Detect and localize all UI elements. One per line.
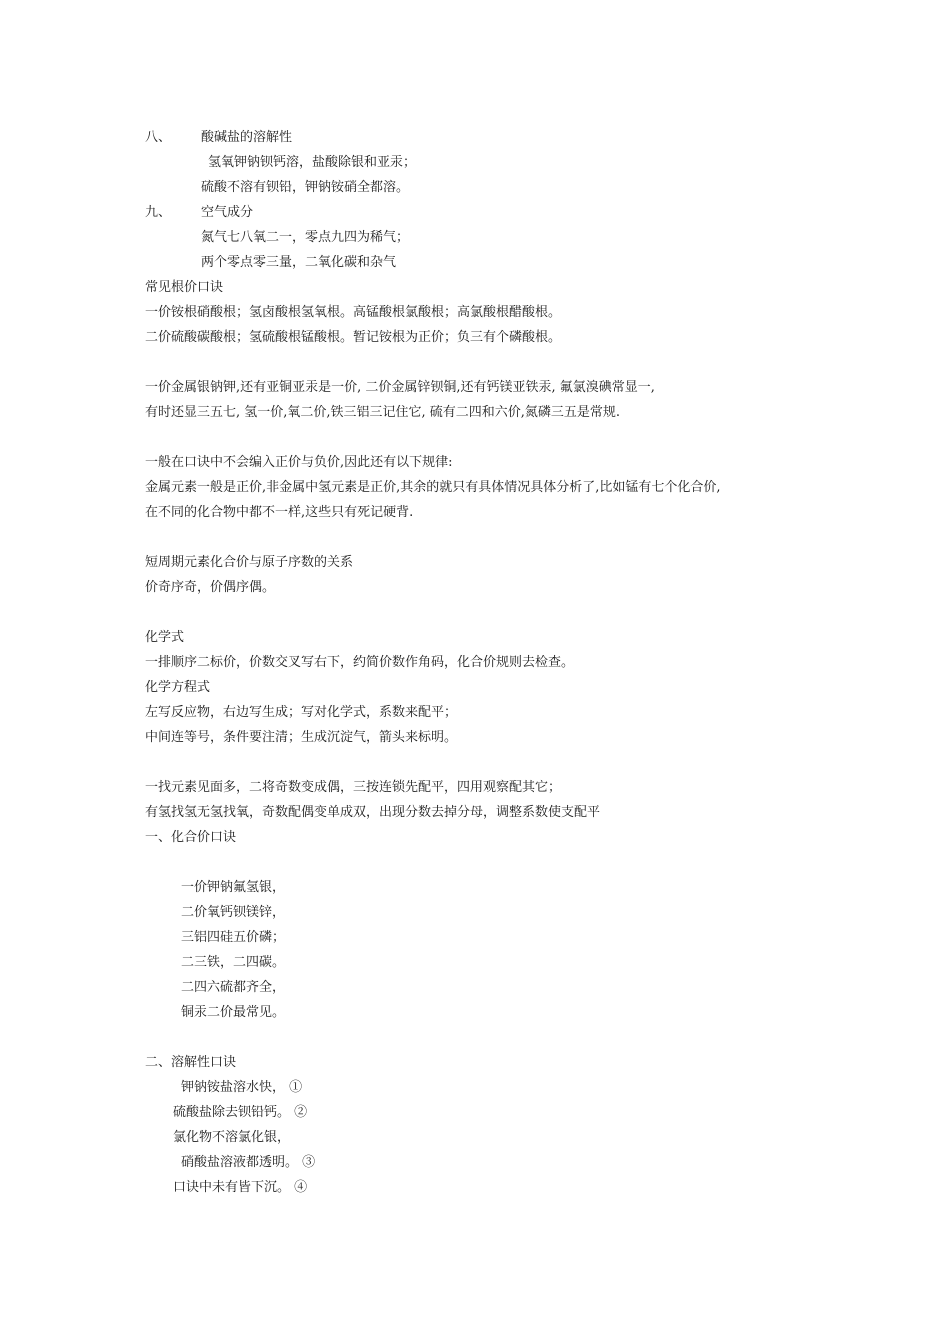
section-heading: 常见根价口诀	[145, 280, 224, 295]
text-line: 一价铵根硝酸根；氢卤酸根氢氧根。高锰酸根氯酸根；高氯酸根醋酸根。	[145, 305, 562, 320]
section-heading: 二、溶解性口诀	[145, 1055, 237, 1070]
section-heading: 酸碱盐的溶解性	[201, 130, 293, 145]
text-line: 一价金属银钠钾,还有亚铜亚汞是一价, 二价金属锌钡铜,还有钙镁亚铁汞, 氟氯溴碘常显一,	[145, 380, 655, 395]
text-line: 中间连等号，条件要注清；生成沉淀气，箭头来标明。	[145, 730, 458, 745]
text-line: 一找元素见面多，二将奇数变成偶，三按连锁先配平，四用观察配其它；	[145, 780, 562, 795]
text-line: 二价氧钙钡镁锌，	[181, 905, 286, 920]
text-line: 口诀中未有皆下沉。 ④	[173, 1180, 308, 1195]
section-number: 八、	[145, 130, 172, 145]
section-heading: 化学方程式	[145, 680, 211, 695]
text-line: 二三铁，二四碳。	[181, 955, 286, 970]
text-line: 一排顺序二标价，价数交叉写右下，约简价数作角码，化合价规则去检查。	[145, 655, 575, 670]
text-line: 三铝四硅五价磷；	[181, 930, 286, 945]
text-line: 二价硫酸碳酸根；氢硫酸根锰酸根。暂记铵根为正价；负三有个磷酸根。	[145, 330, 562, 345]
section-number: 九、	[145, 205, 172, 220]
text-line: 左写反应物，右边写生成；写对化学式，系数来配平；	[145, 705, 458, 720]
section-heading: 空气成分	[201, 205, 254, 220]
text-line: 氯化物不溶氯化银，	[173, 1130, 291, 1145]
text-line: 硫酸不溶有钡铅，钾钠铵硝全都溶。	[201, 180, 410, 195]
text-line: 氮气七八氧二一，零点九四为稀气；	[201, 230, 410, 245]
text-line: 有时还显三五七, 氢一价,氧二价,铁三铝三记住它, 硫有二四和六价,氮磷三五是常规.	[145, 405, 621, 420]
text-line: 钾钠铵盐溶水快， ①	[181, 1080, 303, 1095]
text-line: 一般在口诀中不会编入正价与负价,因此还有以下规律:	[145, 455, 453, 470]
text-line: 价奇序奇，价偶序偶。	[145, 580, 276, 595]
section-heading: 短周期元素化合价与原子序数的关系	[145, 555, 354, 570]
text-line: 一价钾钠氟氢银，	[181, 880, 286, 895]
text-line: 氢氧钾钠钡钙溶，盐酸除银和亚汞；	[208, 155, 417, 170]
text-line: 铜汞二价最常见。	[181, 1005, 286, 1020]
section-heading: 一、化合价口诀	[145, 830, 237, 845]
text-line: 金属元素一般是正价,非金属中氢元素是正价,其余的就只有具体情况具体分析了,比如锰有七个化合价,	[145, 480, 721, 495]
text-line: 在不同的化合物中都不一样,这些只有死记硬背.	[145, 505, 414, 520]
section-heading: 化学式	[145, 630, 185, 645]
text-line: 硫酸盐除去钡铅钙。 ②	[173, 1105, 308, 1120]
text-line: 硝酸盐溶液都透明。 ③	[181, 1155, 316, 1170]
text-line: 二四六硫都齐全，	[181, 980, 286, 995]
text-line: 两个零点零三量，二氧化碳和杂气	[201, 255, 397, 270]
text-line: 有氢找氢无氢找氧，奇数配偶变单成双，出现分数去掉分母，调整系数使支配平	[145, 805, 601, 820]
